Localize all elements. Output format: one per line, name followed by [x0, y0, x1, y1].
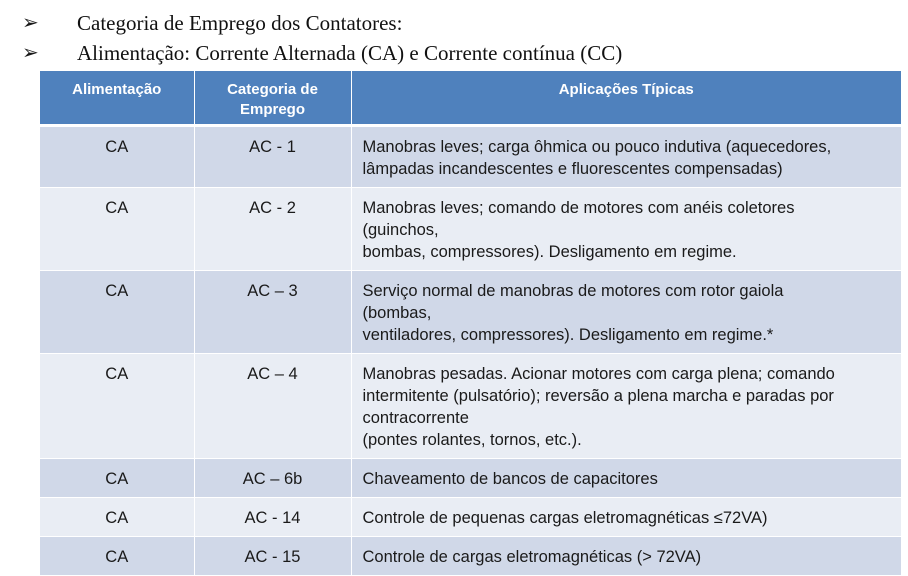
bullet-text: Alimentação: Corrente Alternada (CA) e Corrente contínua (CC) — [77, 40, 623, 65]
table-body — [40, 126, 901, 576]
header-categoria-line: Emprego — [239, 101, 305, 118]
table-row — [40, 188, 901, 271]
application-text-line: (pontes rolantes, tornos, etc.). — [362, 431, 582, 449]
cell-categoria: AC – 6b — [194, 459, 351, 498]
cell-categoria: AC - 15 — [194, 537, 351, 576]
cell-alimentacao: CA — [40, 188, 194, 271]
table-row — [40, 459, 901, 498]
cell-aplicacoes — [351, 498, 901, 537]
table-row — [40, 537, 901, 576]
bullet-item-categoria — [22, 8, 622, 38]
arrow-bullet-icon: ➢ — [22, 12, 39, 34]
arrow-bullet-icon: ➢ — [22, 42, 39, 64]
cell-categoria: AC - 2 — [194, 188, 351, 271]
application-text-line: (bombas, — [362, 304, 432, 322]
application-text-line: (guinchos, — [362, 221, 439, 239]
cell-categoria: AC - 14 — [194, 498, 351, 537]
cell-alimentacao: CA — [40, 354, 194, 459]
contactor-category-table — [40, 71, 901, 576]
cell-categoria: AC - 1 — [194, 126, 351, 188]
application-text-line: Manobras leves; comando de motores com anéis coletores — [362, 199, 795, 217]
header-categoria-line: Categoria de — [227, 81, 318, 98]
cell-aplicacoes — [351, 459, 901, 498]
application-text-line: Manobras leves; carga ôhmica ou pouco indutiva (aquecedores, — [362, 138, 832, 156]
application-text-line: Controle de pequenas cargas eletromagnéticas ≤72VA) — [362, 509, 768, 527]
table-row — [40, 498, 901, 537]
cell-categoria: AC – 3 — [194, 271, 351, 354]
header-aplicacoes: Aplicações Típicas — [351, 71, 901, 126]
application-text-line: Controle de cargas eletromagnéticas (> 72VA) — [362, 548, 702, 566]
application-text-line: contracorrente — [362, 409, 469, 427]
cell-aplicacoes — [351, 188, 901, 271]
table-row — [40, 126, 901, 188]
cell-alimentacao: CA — [40, 126, 194, 188]
application-text-line: Manobras pesadas. Acionar motores com carga plena; comando — [362, 365, 835, 383]
cell-aplicacoes — [351, 126, 901, 188]
cell-categoria: AC – 4 — [194, 354, 351, 459]
table-row — [40, 354, 901, 459]
cell-aplicacoes — [351, 354, 901, 459]
application-text-line: ventiladores, compressores). Desligamento em regime.* — [362, 326, 774, 344]
application-text-line: bombas, compressores). Desligamento em regime. — [362, 243, 737, 261]
cell-alimentacao: CA — [40, 498, 194, 537]
cell-aplicacoes — [351, 537, 901, 576]
header-alimentacao: Alimentação — [40, 71, 194, 126]
bullet-list — [22, 8, 622, 68]
application-text-line: intermitente (pulsatório); reversão a plena marcha e paradas por — [362, 387, 834, 405]
header-categoria — [194, 71, 351, 126]
cell-aplicacoes — [351, 271, 901, 354]
cell-alimentacao: CA — [40, 459, 194, 498]
application-text-line: Serviço normal de manobras de motores com rotor gaiola — [362, 282, 784, 300]
application-text-line: Chaveamento de bancos de capacitores — [362, 470, 658, 488]
table-header-row — [40, 71, 901, 126]
cell-alimentacao: CA — [40, 537, 194, 576]
bullet-item-alimentacao — [22, 38, 622, 68]
cell-alimentacao: CA — [40, 271, 194, 354]
table-row — [40, 271, 901, 354]
application-text-line: lâmpadas incandescentes e fluorescentes compensadas) — [362, 160, 783, 178]
bullet-text: Categoria de Emprego dos Contatores: — [77, 10, 403, 35]
